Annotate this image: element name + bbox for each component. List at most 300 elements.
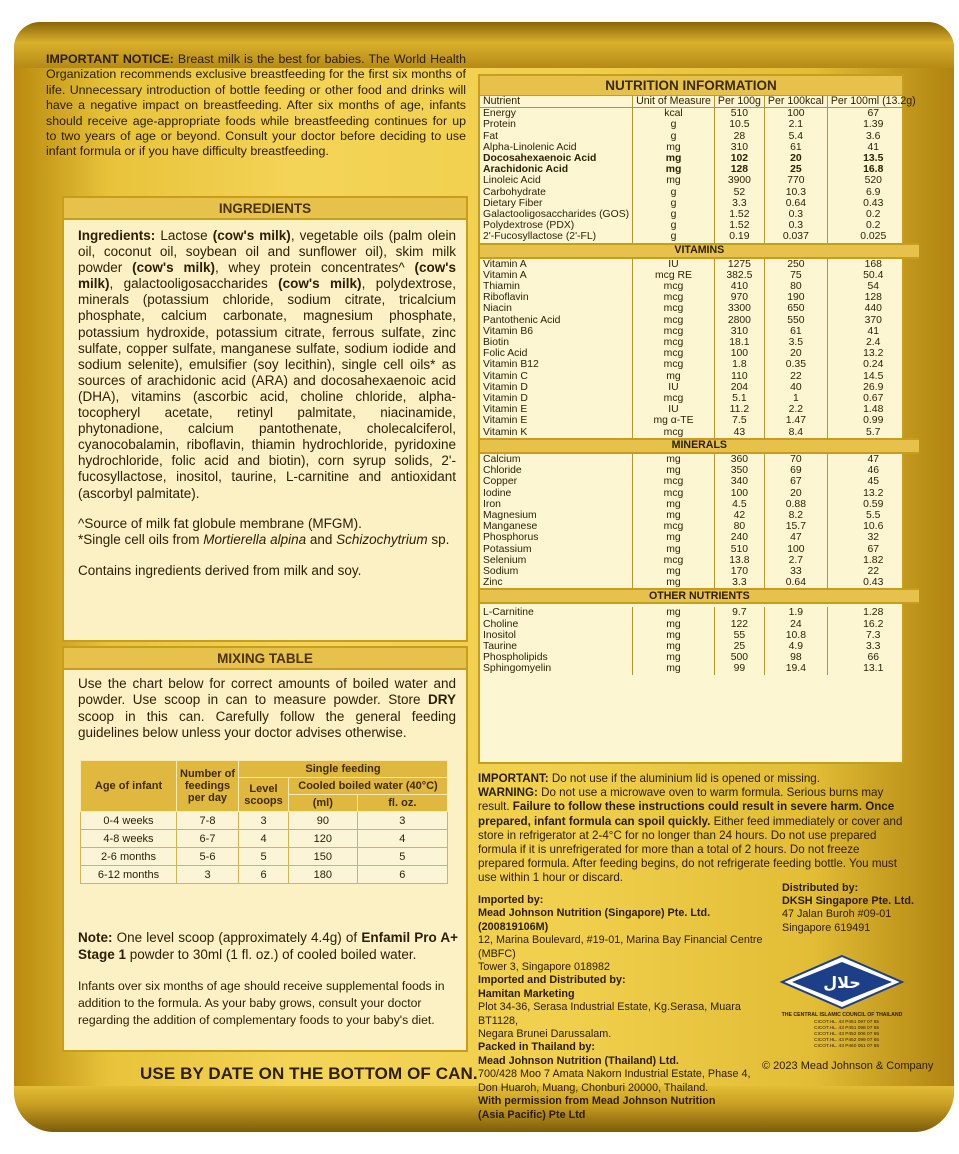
nutrient-cell-b: 0.3 (764, 209, 827, 220)
product-name: Enfamil Pro A+ Stage 1 (78, 930, 458, 962)
footnote-part: sp. (427, 532, 450, 548)
nutrient-row (480, 663, 919, 674)
nutrient-row (480, 607, 919, 618)
nutrient-cell-b: 98 (764, 652, 827, 663)
col-floz: fl. oz. (357, 795, 447, 812)
nutrition-header-row (480, 96, 919, 108)
nutrient-cell-n: Vitamin E (483, 415, 528, 427)
nutrient-cell-b: 20 (764, 153, 827, 164)
nutrient-cell-b: 8.2 (764, 510, 827, 521)
nutrient-cell-n: Calcium (483, 453, 521, 465)
nutrient-cell-b: 0.35 (764, 359, 827, 370)
nutrient-cell-n: Thiamin (483, 281, 520, 293)
nutrient-cell-b: 8.4 (764, 427, 827, 439)
nutrient-cell-c: 47 (827, 453, 918, 465)
nutrient-row (480, 348, 919, 359)
halal-codes (814, 1020, 906, 1050)
mixing-instructions (64, 670, 466, 742)
halal-code: CICOT.HL. 43 P460 051 07 65 (814, 1044, 880, 1049)
nutrient-row (480, 142, 919, 153)
nutrient-row (480, 359, 919, 370)
nutrient-cell-n: Arachidonic Acid (483, 164, 569, 176)
nutrient-row (480, 371, 919, 382)
warning-part: Do not use a microwave oven to warm formula. Serious burns may result. (478, 786, 884, 814)
nutrient-cell-b: 190 (764, 292, 827, 303)
nutrient-cell-c: 128 (827, 292, 918, 303)
nutrient-row (480, 164, 919, 175)
nutrient-cell-n: Vitamin A (483, 269, 527, 281)
nutrient-cell-b: 0.88 (764, 499, 827, 510)
distributor-address: Plot 34-36, Serasa Industrial Estate, Kg.Serasa, Muara BT1128, (478, 1001, 741, 1027)
feeding-row (81, 812, 448, 830)
ingredients-part: Lactose (155, 228, 213, 243)
halal-code: CICOT.HL. 43 P451 097 07 65 (814, 1020, 880, 1025)
nutrient-cell-b: 0.3 (764, 220, 827, 231)
nutrient-cell-u: mcg (633, 337, 715, 348)
nutrient-cell-u: mg (633, 566, 715, 577)
nutrient-cell-n: Chloride (483, 465, 522, 477)
nutrient-cell-a: 11.2 (714, 404, 764, 415)
nutrient-row (480, 488, 919, 499)
nutrient-cell-c: 66 (827, 652, 918, 663)
nutrient-cell-u: kcal (633, 108, 715, 120)
important-label: IMPORTANT: (478, 772, 549, 785)
ingredients-footnotes (64, 502, 466, 549)
nutrient-cell-n: Magnesium (483, 509, 537, 521)
note-part: powder to 30ml (1 fl. oz.) of cooled boiled water. (126, 946, 417, 962)
nutrient-cell-b: 1.47 (764, 415, 827, 426)
nutrient-cell-u: mg (633, 465, 715, 476)
allergen-statement: Contains ingredients derived from milk and soy. (78, 562, 362, 578)
nutrient-cell-u: mcg (633, 315, 715, 326)
nutrient-cell-u: mg (633, 641, 715, 652)
header-nutrient: Nutrient (480, 96, 633, 108)
feeding-row (81, 848, 448, 866)
nutrient-cell-a: 9.7 (714, 607, 764, 618)
nutrient-cell-u: mcg (633, 488, 715, 499)
mixing-title: MIXING TABLE (64, 648, 466, 670)
halal-certification-logo (778, 954, 906, 1054)
nutrient-cell-n: Sodium (483, 565, 519, 577)
nutrient-row (480, 641, 919, 652)
nutrient-cell-b: 20 (764, 488, 827, 499)
nutrient-cell-c: 45 (827, 476, 918, 487)
nutrient-row (480, 209, 919, 220)
nutrient-cell-b: 24 (764, 619, 827, 630)
nutrient-cell-u: g (633, 220, 715, 231)
nutrient-row (480, 404, 919, 415)
nutrient-cell-u: mg (633, 175, 715, 186)
nutrient-row (480, 220, 919, 231)
permission-line: With permission from Mead Johnson Nutrition (478, 1095, 716, 1108)
nutrient-cell-u: mg (633, 142, 715, 153)
distributor-street: 47 Jalan Buroh #09-01 (782, 908, 892, 921)
nutrient-cell-u: IU (633, 258, 715, 270)
nutrient-cell-b: 1 (764, 393, 827, 404)
nutrient-cell-a: 970 (714, 292, 764, 303)
nutrient-cell-a: 4.5 (714, 499, 764, 510)
nutrient-cell-a: 100 (714, 488, 764, 499)
nutrient-cell-a: 382.5 (714, 270, 764, 281)
halal-arabic-text: حلال (823, 973, 861, 992)
nutrient-cell-a: 310 (714, 142, 764, 153)
nutrient-cell-b: 2.1 (764, 119, 827, 130)
nutrient-cell-c: 1.82 (827, 555, 918, 566)
nutrient-cell-n: Taurine (483, 640, 518, 652)
nutrient-cell-a: 42 (714, 510, 764, 521)
nutrient-cell-c: 6.9 (827, 187, 918, 198)
nutrient-cell-n: Manganese (483, 521, 538, 533)
ingredients-part: , galactooligosaccharides (109, 276, 279, 292)
distributor-heading: Imported and Distributed by: (478, 974, 626, 987)
nutrient-cell-a: 1.8 (714, 359, 764, 370)
nutrient-cell-u: g (633, 187, 715, 198)
nutrient-row (480, 119, 919, 130)
nutrient-row (480, 258, 919, 270)
nutrient-cell-n: Vitamin D (483, 381, 528, 393)
nutrient-cell-b: 550 (764, 315, 827, 326)
nutrient-cell-b: 47 (764, 532, 827, 543)
nutrient-row (480, 108, 919, 120)
nutrient-row (480, 427, 919, 439)
nutrient-cell-a: 122 (714, 619, 764, 630)
distributor-info (782, 882, 922, 935)
nutrient-cell-n: Biotin (483, 337, 509, 349)
halal-diamond-icon (778, 954, 906, 1012)
distributed-by-heading: Distributed by: (782, 882, 859, 894)
single-cell-oil-footnote (78, 532, 456, 549)
packer-address: Don Huaroh, Muang, Chonburi 20000, Thailand. (478, 1081, 709, 1094)
distributor-city: Singapore 619491 (782, 921, 871, 934)
col-single-feeding: Single feeding (239, 761, 448, 778)
nutrient-cell-u: mcg (633, 393, 715, 404)
nutrient-section-header (480, 244, 919, 258)
nutrient-row (480, 499, 919, 510)
importer-info (478, 894, 778, 1122)
nutrient-cell-u: mcg (633, 348, 715, 359)
nutrient-cell-a: 25 (714, 641, 764, 652)
nutrient-cell-u: mg (633, 652, 715, 663)
nutrient-cell-b: 0.037 (764, 231, 827, 243)
footnote-part: *Single cell oils from (78, 532, 204, 548)
nutrient-cell-a: 360 (714, 453, 764, 465)
nutrient-cell-u: g (633, 198, 715, 209)
nutrient-cell-a: 0.19 (714, 231, 764, 243)
nutrient-cell-c: 41 (827, 326, 918, 337)
nutrient-cell-b: 33 (764, 566, 827, 577)
nutrient-cell-n: L-Carnitine (483, 607, 534, 619)
nutrient-cell-a: 170 (714, 566, 764, 577)
nutrient-cell-a: 110 (714, 371, 764, 382)
ingredients-title: INGREDIENTS (64, 198, 466, 220)
nutrient-cell-n: Vitamin B12 (483, 359, 539, 371)
nutrient-cell-a: 500 (714, 652, 764, 663)
nutrient-cell-n: Alpha-Linolenic Acid (483, 141, 577, 153)
nutrient-cell-a: 128 (714, 164, 764, 175)
nutrient-cell-c: 32 (827, 532, 918, 543)
allergen-cows-milk: (cow's milk) (78, 260, 456, 292)
nutrient-cell-c: 520 (827, 175, 918, 186)
nutrient-row (480, 521, 919, 532)
nutrient-cell-n: Vitamin B6 (483, 325, 534, 337)
nutrient-cell-b: 0.64 (764, 198, 827, 209)
importer-address: Tower 3, Singapore 018982 (478, 961, 611, 974)
nutrient-row (480, 175, 919, 186)
nutrient-row (480, 465, 919, 476)
nutrient-cell-a: 1.52 (714, 220, 764, 231)
feeding-cell-scoops: 6 (239, 866, 289, 884)
nutrient-row (480, 619, 919, 630)
nutrient-cell-a: 80 (714, 521, 764, 532)
nutrient-cell-a: 55 (714, 630, 764, 641)
halal-caption: THE CENTRAL ISLAMIC COUNCIL OF THAILAND (781, 1012, 903, 1018)
nutrient-row (480, 270, 919, 281)
header-per-100kcal: Per 100kcal (764, 96, 827, 108)
nutrient-cell-u: IU (633, 404, 715, 415)
nutrient-row (480, 281, 919, 292)
warning-label: WARNING: (478, 786, 538, 800)
feeding-cell-ml: 180 (289, 866, 358, 884)
nutrient-cell-c: 0.2 (827, 220, 918, 231)
ingredients-part: , vegetable oils (palm olein oil, coconut oil, soybean oil and sunflower oil), skim milk powder (78, 228, 456, 276)
nutrient-cell-n: Docosahexaenoic Acid (483, 153, 597, 165)
nutrient-row (480, 187, 919, 198)
nutrient-cell-c: 22 (827, 566, 918, 577)
nutrient-cell-n: Vitamin C (483, 370, 528, 382)
col-age: Age of infant (81, 761, 177, 812)
nutrient-cell-u: mg (633, 544, 715, 555)
scoop-note (78, 930, 458, 963)
nutrient-row (480, 510, 919, 521)
nutrient-row (480, 652, 919, 663)
note-part: One level scoop (approximately 4.4g) of (112, 930, 362, 945)
nutrient-cell-c: 1.39 (827, 119, 918, 130)
nutrient-cell-n: Selenium (483, 554, 527, 566)
nutrient-section-header (480, 439, 919, 453)
feeding-cell-ml: 150 (289, 848, 358, 866)
nutrient-cell-c: 13.2 (827, 488, 918, 499)
nutrient-cell-a: 1275 (714, 258, 764, 270)
col-ml: (ml) (289, 795, 358, 812)
nutrient-cell-b: 10.3 (764, 187, 827, 198)
nutrient-cell-n: Choline (483, 618, 519, 630)
nutrient-cell-c: 10.6 (827, 521, 918, 532)
nutrient-cell-n: Vitamin K (483, 426, 528, 438)
notice-text: Breast milk is the best for babies. The World Health Organization recommends exclusive breastfeeding for the first six months of life. Unnecessary introduction of bottle feeding or other food and drinks will have a negative impact on breastfeeding. After six months of age, infants should receive age-appropriate foods while breastfeeding continues for up to two years of age or beyond. Consult your doctor before deciding to use infant formula or if you have difficulty breastfeeding. (46, 52, 466, 159)
nutrient-cell-b: 80 (764, 281, 827, 292)
notice-heading: IMPORTANT NOTICE: (46, 52, 174, 66)
nutrient-cell-u: mcg (633, 281, 715, 292)
feeding-cell-feed: 3 (177, 866, 239, 884)
importer-name: Mead Johnson Nutrition (Singapore) Pte. Ltd.(200819106M) (478, 907, 711, 933)
nutrient-row (480, 555, 919, 566)
feeding-row (81, 866, 448, 884)
nutrient-cell-u: mcg (633, 476, 715, 487)
nutrient-cell-b: 770 (764, 175, 827, 186)
distributor-company: DKSH Singapore Pte. Ltd. (782, 895, 914, 908)
nutrition-title: NUTRITION INFORMATION (480, 76, 902, 96)
nutrient-cell-c: 54 (827, 281, 918, 292)
nutrient-cell-n: Iron (483, 498, 501, 510)
nutrient-cell-c: 13.1 (827, 663, 918, 674)
feeding-cell-ml: 120 (289, 830, 358, 848)
nutrient-cell-c: 67 (827, 544, 918, 555)
feeding-cell-scoops: 5 (239, 848, 289, 866)
warning-text (478, 786, 908, 885)
nutrient-cell-n: Sphingomyelin (483, 663, 552, 675)
ingredients-text (64, 220, 466, 502)
nutrient-cell-b: 25 (764, 164, 827, 175)
nutrient-cell-b: 15.7 (764, 521, 827, 532)
feeding-cell-ml: 90 (289, 812, 358, 830)
imported-by-heading: Imported by: (478, 894, 544, 906)
nutrient-cell-b: 75 (764, 270, 827, 281)
allergen-cows-milk: (cow's milk) (212, 228, 291, 243)
nutrient-cell-n: Phospholipids (483, 652, 548, 664)
important-notice (46, 52, 466, 160)
nutrient-cell-c: 7.3 (827, 630, 918, 641)
nutrient-row (480, 326, 919, 337)
nutrient-cell-a: 52 (714, 187, 764, 198)
feeding-row (81, 830, 448, 848)
nutrient-cell-u: mcg (633, 521, 715, 532)
nutrient-cell-n: Vitamin A (483, 258, 527, 270)
nutrient-cell-b: 61 (764, 326, 827, 337)
nutrient-cell-n: Linoleic Acid (483, 175, 541, 187)
section-title: VITAMINS (480, 244, 919, 258)
permission-line: (Asia Pacific) Pte Ltd (478, 1108, 586, 1121)
feeding-table (80, 760, 448, 884)
nutrient-cell-a: 204 (714, 382, 764, 393)
distributor-address: Negara Brunei Darussalam. (478, 1028, 612, 1041)
nutrient-cell-c: 3.6 (827, 131, 918, 142)
nutrient-cell-c: 2.4 (827, 337, 918, 348)
nutrient-cell-a: 240 (714, 532, 764, 543)
col-water: Cooled boiled water (40°C) (289, 778, 448, 795)
mixing-text-part: Use the chart below for correct amounts of boiled water and powder. Use scoop in can to measure powder. Store (78, 676, 456, 708)
nutrient-cell-u: mg (633, 663, 715, 674)
nutrient-cell-u: g (633, 131, 715, 142)
nutrient-cell-b: 3.5 (764, 337, 827, 348)
distributor-name: Hamitan Marketing (478, 987, 575, 1000)
nutrient-row (480, 315, 919, 326)
nutrient-cell-c: 41 (827, 142, 918, 153)
nutrition-panel (478, 74, 916, 764)
nutrient-cell-c: 13.5 (827, 153, 918, 164)
nutrient-cell-n: Riboflavin (483, 292, 529, 304)
nutrient-cell-n: Vitamin D (483, 393, 528, 405)
nutrient-cell-c: 16.8 (827, 164, 918, 175)
nutrient-cell-b: 4.9 (764, 641, 827, 652)
nutrient-cell-u: mg (633, 607, 715, 618)
nutrient-cell-a: 2800 (714, 315, 764, 326)
nutrient-row (480, 382, 919, 393)
col-scoops: Level scoops (239, 778, 289, 812)
nutrient-cell-b: 67 (764, 476, 827, 487)
nutrient-cell-c: 13.2 (827, 348, 918, 359)
nutrient-cell-c: 0.025 (827, 231, 918, 243)
nutrient-cell-n: Pantothenic Acid (483, 314, 561, 326)
nutrient-row (480, 393, 919, 404)
nutrient-cell-u: mg (633, 577, 715, 589)
nutrient-cell-n: 2'-Fucosyllactose (2'-FL) (483, 231, 597, 243)
halal-code: CICOT.HL. 43 P452 099 07 65 (814, 1038, 880, 1043)
mfgm-footnote: ^Source of milk fat globule membrane (MFGM). (78, 515, 362, 531)
nutrient-cell-u: mcg (633, 427, 715, 439)
nutrient-cell-c: 0.67 (827, 393, 918, 404)
feeding-cell-scoops: 4 (239, 830, 289, 848)
nutrient-cell-u: g (633, 119, 715, 130)
nutrient-cell-b: 1.9 (764, 607, 827, 618)
feeding-cell-oz: 6 (357, 866, 447, 884)
ingredients-part: , whey protein concentrates^ (214, 260, 415, 276)
nutrient-cell-u: mg (633, 153, 715, 164)
nutrient-cell-b: 40 (764, 382, 827, 393)
nutrient-cell-n: Protein (483, 119, 516, 131)
allergen-cows-milk: (cow's milk) (132, 260, 215, 276)
nutrient-cell-u: g (633, 231, 715, 243)
col-feedings: Number of feedings per day (177, 761, 239, 812)
use-by-notice: USE BY DATE ON THE BOTTOM OF CAN. (140, 1064, 478, 1083)
nutrient-cell-u: mg (633, 619, 715, 630)
nutrient-cell-c: 46 (827, 465, 918, 476)
nutrient-cell-u: mcg (633, 555, 715, 566)
nutrient-cell-c: 16.2 (827, 619, 918, 630)
header-per-100ml: Per 100ml (13.2g) (827, 96, 918, 108)
warning-part: Either feed immediately or cover and store in refrigerator at 2-4°C for no longer than 24 hours. Do not use prepared formula if it is unrefrigerated for more than a total of 2 hours. Do not freeze prepared formula. After feeding begins, do not refrigerate feeding bottle. You must use within 1 hour or discard. (478, 814, 903, 885)
nutrient-cell-u: g (633, 209, 715, 220)
warning-bold-part: Failure to follow these instructions could result in severe harm. Once prepared, infant formula can spoil quickly. (478, 800, 895, 828)
feeding-cell-age: 4-8 weeks (81, 830, 177, 848)
nutrient-row (480, 131, 919, 142)
allergen-cows-milk: (cow's milk) (278, 276, 362, 292)
nutrient-cell-n: Fat (483, 130, 499, 142)
nutrient-cell-u: mcg (633, 292, 715, 303)
nutrient-cell-b: 0.64 (764, 577, 827, 589)
nutrient-cell-n: Galactooligosaccharides (GOS) (483, 209, 630, 221)
nutrient-cell-c: 1.28 (827, 607, 918, 618)
nutrient-cell-u: mg (633, 532, 715, 543)
nutrient-cell-n: Vitamin E (483, 404, 528, 416)
nutrient-row (480, 303, 919, 314)
nutrient-cell-a: 5.1 (714, 393, 764, 404)
nutrient-cell-u: mg α-TE (633, 415, 715, 426)
nutrient-row (480, 577, 919, 589)
nutrient-cell-n: Iodine (483, 487, 512, 499)
nutrient-cell-c: 67 (827, 108, 918, 120)
ingredients-label: Ingredients: (78, 228, 156, 243)
nutrient-cell-u: mg (633, 371, 715, 382)
nutrient-row (480, 198, 919, 209)
header-per-100g: Per 100g (714, 96, 764, 108)
nutrient-cell-n: Niacin (483, 303, 512, 315)
nutrient-cell-a: 510 (714, 544, 764, 555)
nutrient-cell-u: IU (633, 382, 715, 393)
warnings-block (478, 772, 908, 886)
nutrient-cell-a: 102 (714, 153, 764, 164)
nutrient-cell-u: mg (633, 453, 715, 465)
nutrient-cell-c: 440 (827, 303, 918, 314)
feeding-cell-scoops: 3 (239, 812, 289, 830)
feeding-cell-age: 0-4 weeks (81, 812, 177, 830)
nutrient-cell-b: 22 (764, 371, 827, 382)
nutrient-cell-c: 0.43 (827, 198, 918, 209)
nutrient-cell-c: 5.5 (827, 510, 918, 521)
nutrient-row (480, 231, 919, 243)
nutrient-cell-c: 14.5 (827, 371, 918, 382)
nutrient-cell-b: 10.8 (764, 630, 827, 641)
footnote-part: and (306, 532, 337, 548)
